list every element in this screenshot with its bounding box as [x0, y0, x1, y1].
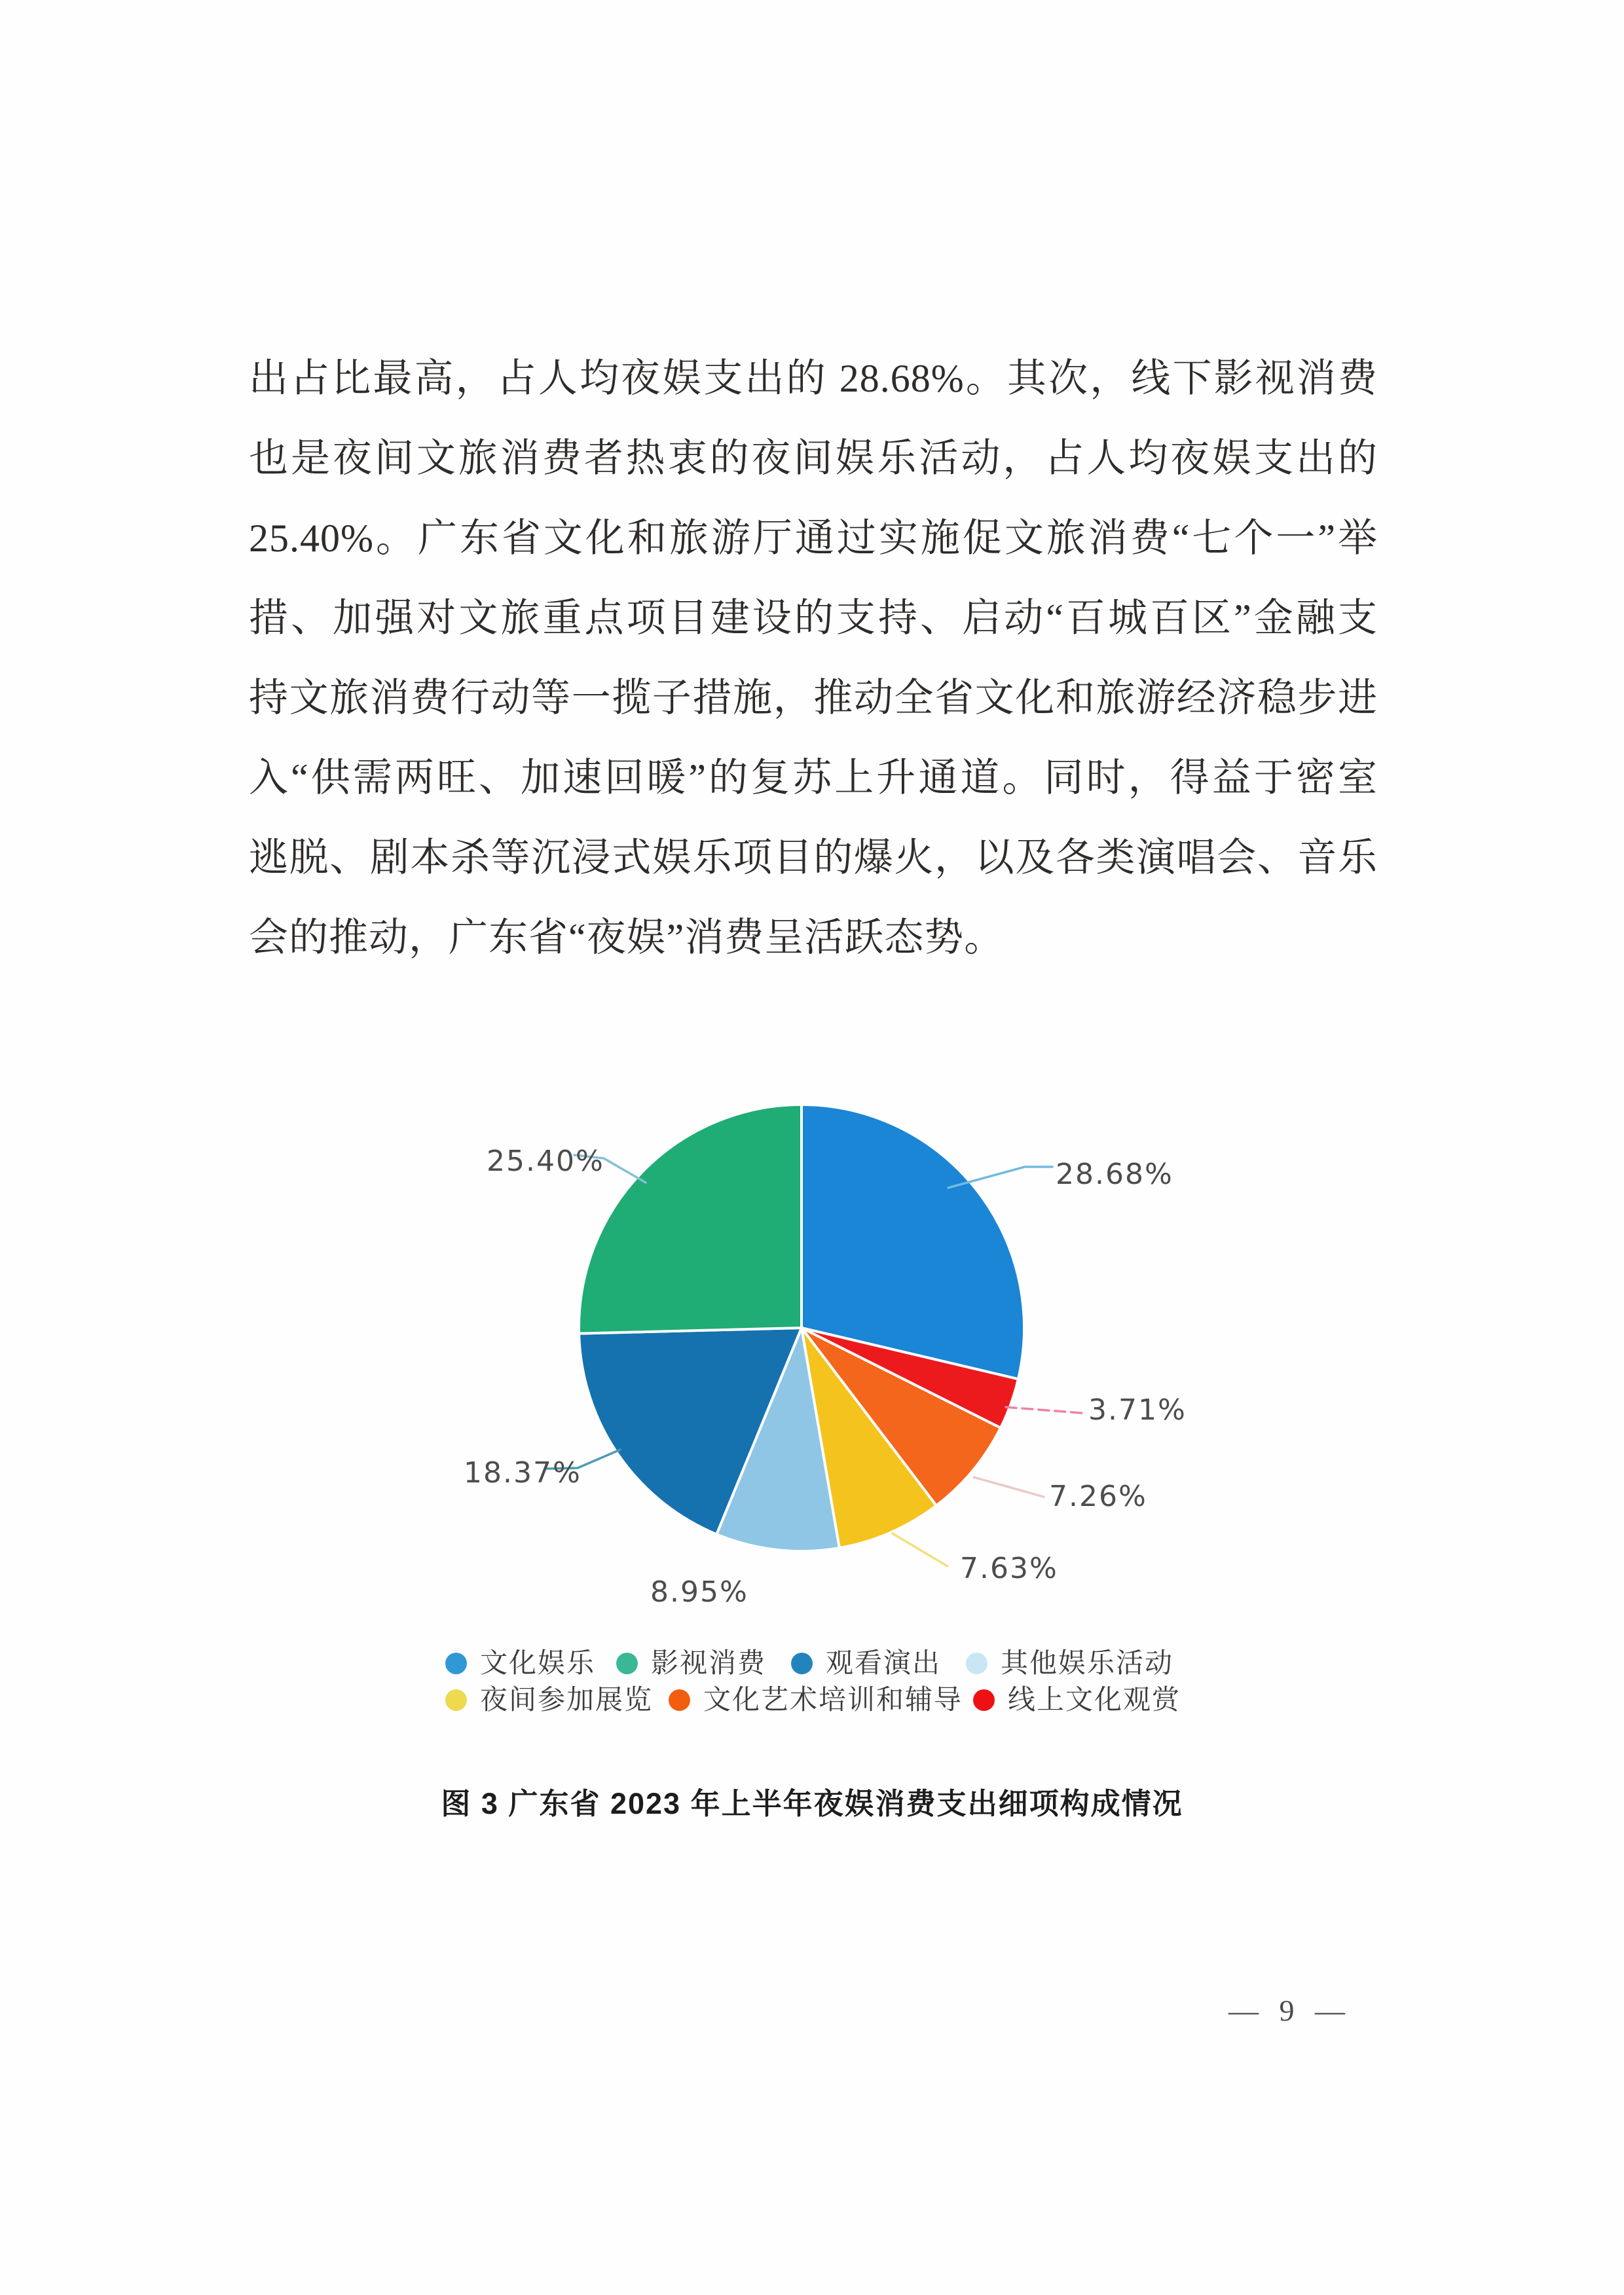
page-number: — 9 —: [1228, 1994, 1352, 2027]
legend-dot-icon: [966, 1653, 987, 1674]
pie-label-percent: 8.95%: [650, 1575, 748, 1609]
leader-3-71: [1006, 1407, 1082, 1413]
legend-label: 其他娱乐活动: [1001, 1647, 1174, 1678]
leader-7-63: [893, 1533, 948, 1566]
legend-label: 观看演出: [826, 1647, 942, 1678]
leader-7-26: [974, 1477, 1044, 1497]
figure-caption: 图 3 广东省 2023 年上半年夜娱消费支出细项构成情况: [441, 1787, 1183, 1820]
legend-dot-icon: [445, 1653, 467, 1674]
paragraph-line: 25.40%。广东省文化和旅游厅通过实施促文旅消费“七个一”举: [249, 517, 1378, 560]
paragraph-line: 入“供需两旺、加速回暖”的复苏上升通道。同时，得益于密室: [249, 756, 1378, 799]
legend-dot-icon: [791, 1653, 813, 1674]
legend-label: 文化娱乐: [480, 1647, 596, 1678]
paragraph-line: 措、加强对文旅重点项目建设的支持、启动“百城百区”金融支: [249, 597, 1378, 640]
pie-label-percent: 18.37%: [464, 1456, 581, 1490]
paragraph-line: 也是夜间文旅消费者热衷的夜间娱乐活动，占人均夜娱支出的: [249, 437, 1378, 480]
legend-label: 夜间参加展览: [480, 1684, 654, 1715]
paragraph-line: 持文旅消费行动等一揽子措施，推动全省文化和旅游经济稳步进: [249, 676, 1378, 720]
legend-dot-icon: [445, 1689, 467, 1711]
paragraph-line: 出占比最高，占人均夜娱支出的 28.68%。其次，线下影视消费: [249, 357, 1378, 400]
pie-slice: [579, 1105, 802, 1334]
legend-dot-icon: [616, 1653, 638, 1674]
legend-label: 影视消费: [651, 1647, 767, 1678]
pie-label-percent: 7.26%: [1049, 1480, 1147, 1513]
pie-label-percent: 3.71%: [1088, 1393, 1187, 1427]
legend-label: 文化艺术培训和辅导: [703, 1684, 963, 1715]
legend-dot-icon: [973, 1689, 995, 1711]
pie-label-percent: 28.68%: [1056, 1158, 1173, 1191]
legend-dot-icon: [669, 1689, 690, 1711]
paragraph-line: 逃脱、剧本杀等沉浸式娱乐项目的爆火，以及各类演唱会、音乐: [249, 836, 1378, 879]
paragraph-line: 会的推动，广东省“夜娱”消费呈活跃态势。: [249, 916, 1005, 959]
pie-label-percent: 7.63%: [960, 1552, 1058, 1585]
pie-label-percent: 25.40%: [487, 1145, 604, 1178]
pie-slices: [579, 1105, 1024, 1551]
legend-label: 线上文化观赏: [1008, 1684, 1181, 1715]
